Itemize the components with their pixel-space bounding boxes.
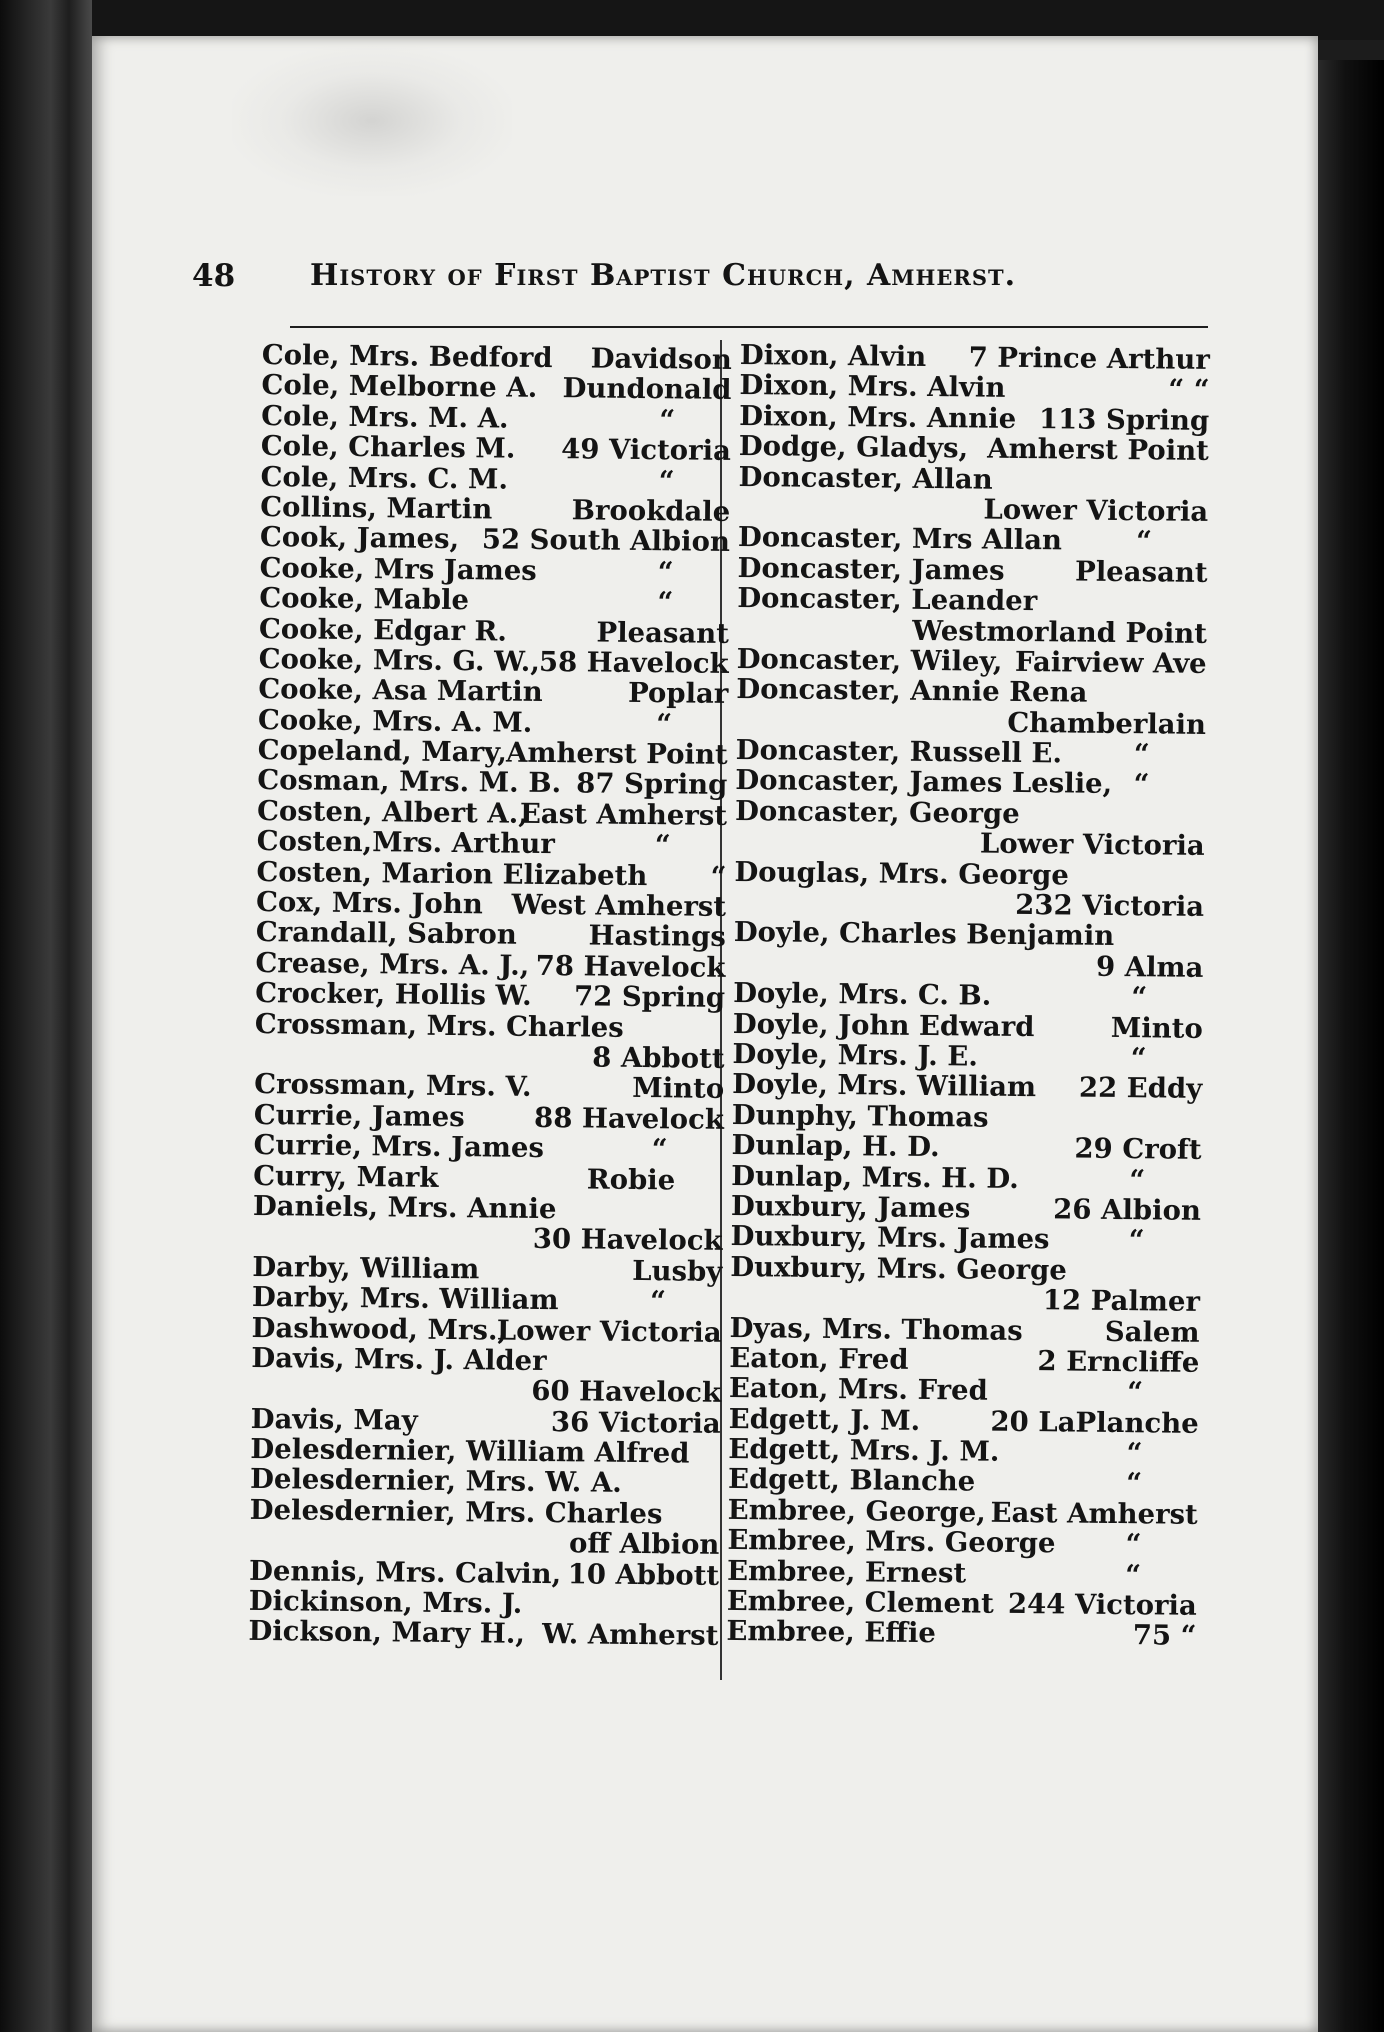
entry-address: W. Amherst: [541, 1618, 719, 1653]
entry-name: Doyle, Charles Benjamin: [733, 916, 1115, 953]
entry-address: 10 Abbott: [567, 1557, 720, 1592]
entry-address: Amherst Point: [505, 736, 728, 771]
entry-name: Costen, Marion Elizabeth: [256, 855, 648, 892]
entry-ditto-mark: “: [651, 1133, 668, 1166]
list-item: [248, 1616, 718, 1651]
entry-name: Doncaster, George: [734, 794, 1020, 830]
entry-name: Cooke, Mrs. G. W.,: [258, 642, 541, 678]
entry-name: Doncaster, Wiley,: [736, 642, 1003, 678]
running-title: History of First Baptist Church, Amherst.: [310, 258, 1017, 293]
entry-name: Dennis, Mrs. Calvin,: [248, 1554, 562, 1590]
entry-name: Curry, Mark: [253, 1159, 439, 1194]
entry-name: Cooke, Edgar R.: [258, 612, 508, 648]
entry-address: Dundonald: [562, 372, 732, 407]
entry-name: Davis, May: [250, 1402, 418, 1437]
entry-address: Fairview Ave: [1014, 645, 1207, 680]
page-number: 48: [192, 258, 236, 294]
list-item: [726, 1616, 1196, 1651]
entry-name: Cook, James,: [259, 521, 460, 556]
entry-name: Cole, Charles M.: [260, 430, 516, 465]
entry-address: Minto: [632, 1072, 725, 1106]
entry-address-continued: Westmorland Point: [912, 614, 1208, 650]
entry-address: 20 LaPlanche: [990, 1405, 1199, 1440]
list-item: [737, 583, 1207, 618]
entry-name: Delesdernier, Mrs. W. A.: [249, 1463, 622, 1500]
entry-address-continued: 12 Palmer: [1042, 1284, 1201, 1318]
entry-ditto-mark: “: [1126, 1467, 1143, 1500]
entry-ditto-mark: “: [1133, 738, 1150, 771]
entry-ditto-mark: “: [649, 1285, 667, 1318]
entry-address: Salem: [1104, 1315, 1200, 1349]
entry-name: Doncaster, James: [737, 551, 1005, 587]
entry-address: 113 Spring: [1038, 402, 1210, 437]
entry-address-continued: 30 Havelock: [532, 1223, 723, 1258]
entry-address: Lower Victoria: [496, 1314, 722, 1349]
entry-name: Dashwood, Mrs.,: [251, 1311, 508, 1347]
list-item: [250, 1495, 720, 1530]
entry-name: Doyle, Mrs. C. B.: [732, 977, 992, 1012]
entry-name: Eaton, Mrs. Fred: [728, 1372, 988, 1407]
entry-name: Edgett, Blanche: [727, 1463, 976, 1498]
entry-name: Cox, Mrs. John: [255, 886, 483, 921]
facing-page-edge: [1318, 60, 1384, 2032]
entry-name: Crocker, Hollis W.: [254, 977, 532, 1013]
entry-name: Crossman, Mrs. Charles: [254, 1007, 624, 1044]
list-item: [730, 1252, 1200, 1287]
entry-address-continued: off Albion: [568, 1527, 720, 1562]
entry-name: Doncaster, Leander: [737, 582, 1038, 618]
entry-name: Doncaster, Allan: [738, 460, 993, 496]
entry-name: Dunlap, H. D.: [731, 1129, 940, 1164]
entry-ditto-mark: “: [1130, 1042, 1147, 1075]
entry-address: 22 Eddy: [1078, 1071, 1203, 1106]
list-item: [735, 796, 1205, 831]
entry-name: Currie, James: [253, 1098, 465, 1133]
entry-ditto-mark: “: [1125, 1528, 1142, 1561]
entry-name: Embree, Clement: [726, 1584, 994, 1620]
entry-ditto-mark: “: [1131, 981, 1148, 1014]
entry-address: 29 Croft: [1074, 1132, 1202, 1167]
entry-name: Cooke, Asa Martin: [258, 673, 543, 709]
entry-ditto-mark: “: [658, 464, 675, 497]
entry-address: Lusby: [632, 1254, 723, 1288]
entry-name: Costen,Mrs. Arthur: [256, 825, 555, 861]
entry-address-continued: 60 Havelock: [531, 1375, 722, 1410]
entry-name: Darby, William: [252, 1250, 480, 1286]
entry-address: Hastings: [588, 919, 726, 954]
entry-ditto-mark: “: [1135, 525, 1153, 558]
entry-name: Cosman, Mrs. M. B.: [257, 764, 562, 800]
list-item: [736, 674, 1206, 709]
entry-address: Pleasant: [596, 616, 730, 650]
entry-name: Daniels, Mrs. Annie: [252, 1189, 557, 1226]
entry-ditto-mark: “: [1133, 768, 1150, 801]
list-item: [255, 1009, 725, 1044]
entry-name: Currie, Mrs. James: [253, 1129, 545, 1165]
entry-ditto-mark: “: [657, 555, 674, 589]
entry-address: Pleasant: [1074, 555, 1208, 589]
entry-address-continued: 232 Victoria: [1015, 888, 1205, 923]
entry-address: Poplar: [627, 677, 729, 711]
entry-ditto-mark: “: [1126, 1437, 1143, 1470]
entry-ditto-mark: “: [1127, 1376, 1144, 1409]
entry-ditto-mark: “: [654, 829, 671, 862]
entry-name: Eaton, Fred: [729, 1341, 909, 1376]
entry-address: Minto: [1110, 1011, 1203, 1045]
entry-name: Dickson, Mary H.,: [248, 1615, 526, 1651]
entry-name: Crossman, Mrs. V.: [254, 1068, 532, 1104]
list-item: [734, 917, 1204, 952]
entry-name: Doncaster, Annie Rena: [736, 673, 1088, 709]
entry-address: 88 Havelock: [533, 1101, 725, 1136]
entry-name: Doncaster, James Leslie,: [735, 764, 1113, 801]
entry-address: 2 Erncliffe: [1037, 1345, 1200, 1379]
entry-name: Duxbury, James: [730, 1189, 971, 1225]
left-column: [248, 340, 732, 1652]
entry-address: West Amherst: [511, 888, 727, 923]
entry-name: Embree, George,: [727, 1493, 986, 1529]
entry-address: “: [710, 860, 727, 893]
entry-address: East Amherst: [519, 797, 728, 832]
entry-address: 49 Victoria: [561, 433, 732, 468]
entry-address-continued: Lower Victoria: [979, 827, 1205, 863]
entry-name: Doyle, Mrs. J. E.: [732, 1037, 979, 1073]
scan-top-border: [0, 0, 1384, 40]
entry-ditto-mark: “: [656, 707, 673, 741]
entry-name: Dodge, Gladys,: [738, 430, 969, 465]
entry-address: “ “: [1168, 373, 1210, 407]
book-spine-edge: [0, 0, 92, 2032]
entry-name: Doncaster, Russell E.: [735, 734, 1063, 770]
entry-name: Embree, Ernest: [726, 1554, 967, 1590]
entry-address: East Amherst: [990, 1496, 1198, 1531]
entry-name: Davis, Mrs. J. Alder: [251, 1341, 547, 1377]
entry-name: Dyas, Mrs. Thomas: [729, 1311, 1023, 1347]
page-header: [192, 258, 1212, 306]
entry-address: Robie: [586, 1162, 676, 1196]
entry-name: Cooke, Mable: [259, 582, 470, 617]
list-item: [734, 857, 1204, 892]
entry-address: Brookdale: [571, 494, 731, 528]
entry-address: 78 Havelock: [535, 949, 726, 984]
entry-name: Collins, Martin: [260, 490, 493, 526]
entry-address: 244 Victoria: [1007, 1587, 1197, 1622]
entry-name: Embree, Effie: [726, 1615, 937, 1650]
entry-address: Davidson: [590, 342, 732, 376]
entry-name: Cole, Melborne A.: [261, 369, 538, 405]
entry-address-continued: 9 Alma: [1095, 950, 1204, 984]
entry-name: Dunphy, Thomas: [731, 1098, 989, 1134]
entry-ditto-mark: “: [659, 403, 676, 437]
entry-name: Edgett, Mrs. J. M.: [728, 1433, 1000, 1468]
entry-name: Duxbury, Mrs. George: [730, 1250, 1067, 1287]
header-rule: [290, 326, 1208, 328]
entry-name: Crandall, Sabron: [255, 916, 517, 952]
entry-address-continued: Lower Victoria: [983, 493, 1209, 528]
entry-ditto-mark: “: [1125, 1558, 1142, 1591]
entry-address: 36 Victoria: [550, 1405, 721, 1440]
entry-name: Cole, Mrs. Bedford: [261, 339, 553, 375]
entry-name: Duxbury, Mrs. James: [730, 1220, 1050, 1256]
entry-name: Doyle, John Edward: [732, 1007, 1035, 1043]
list-item: [251, 1343, 721, 1378]
entry-name: Dixon, Mrs. Annie: [739, 399, 1017, 435]
entry-address: 52 South Albion: [481, 523, 731, 559]
entry-name: Delesdernier, William Alfred: [250, 1433, 690, 1470]
entry-name: Embree, Mrs. George: [727, 1524, 1056, 1560]
entry-ditto-mark: “: [657, 586, 674, 619]
entry-name: Dunlap, Mrs. H. D.: [731, 1159, 1020, 1195]
entry-ditto-mark: “: [1128, 1224, 1145, 1257]
entry-name: Cole, Mrs. M. A.: [261, 399, 509, 435]
list-item: [253, 1191, 723, 1226]
entry-name: Dixon, Mrs. Alvin: [739, 369, 1006, 405]
entry-address: 75 “: [1132, 1619, 1197, 1653]
right-column: [726, 340, 1210, 1652]
entry-address: 72 Spring: [573, 980, 726, 1015]
entry-address-continued: Chamberlain: [1007, 706, 1207, 741]
entry-address: 7 Prince Arthur: [968, 341, 1210, 376]
entry-name: Dixon, Alvin: [739, 339, 927, 373]
entry-name: Cooke, Mrs James: [259, 551, 537, 587]
entry-name: Copeland, Mary,: [257, 734, 508, 769]
entry-name: Costen, Albert A.,: [256, 794, 529, 830]
entry-address: 26 Albion: [1053, 1193, 1202, 1227]
entry-name: Dickinson, Mrs. J.: [248, 1584, 523, 1620]
list-item: [738, 462, 1208, 497]
entry-name: Delesdernier, Mrs. Charles: [249, 1493, 663, 1531]
entry-name: Cole, Mrs. C. M.: [260, 460, 509, 496]
page-stain: [232, 46, 512, 196]
entry-address: Amherst Point: [987, 432, 1210, 468]
entry-name: Doyle, Mrs. William: [732, 1068, 1037, 1104]
entry-name: Douglas, Mrs. George: [734, 855, 1069, 892]
entry-address: 87 Spring: [576, 767, 728, 802]
entry-name: Crease, Mrs. A. J.,: [255, 946, 530, 982]
entry-name: Cooke, Mrs. A. M.: [257, 703, 533, 739]
entry-address: 58 Havelock: [538, 645, 729, 680]
entry-ditto-mark: “: [1129, 1163, 1146, 1196]
entry-name: Doncaster, Mrs Allan: [737, 521, 1063, 557]
entry-name: Edgett, J. M.: [728, 1402, 921, 1437]
entry-name: Darby, Mrs. William: [251, 1281, 559, 1317]
entry-address-continued: 8 Abbott: [592, 1041, 725, 1075]
